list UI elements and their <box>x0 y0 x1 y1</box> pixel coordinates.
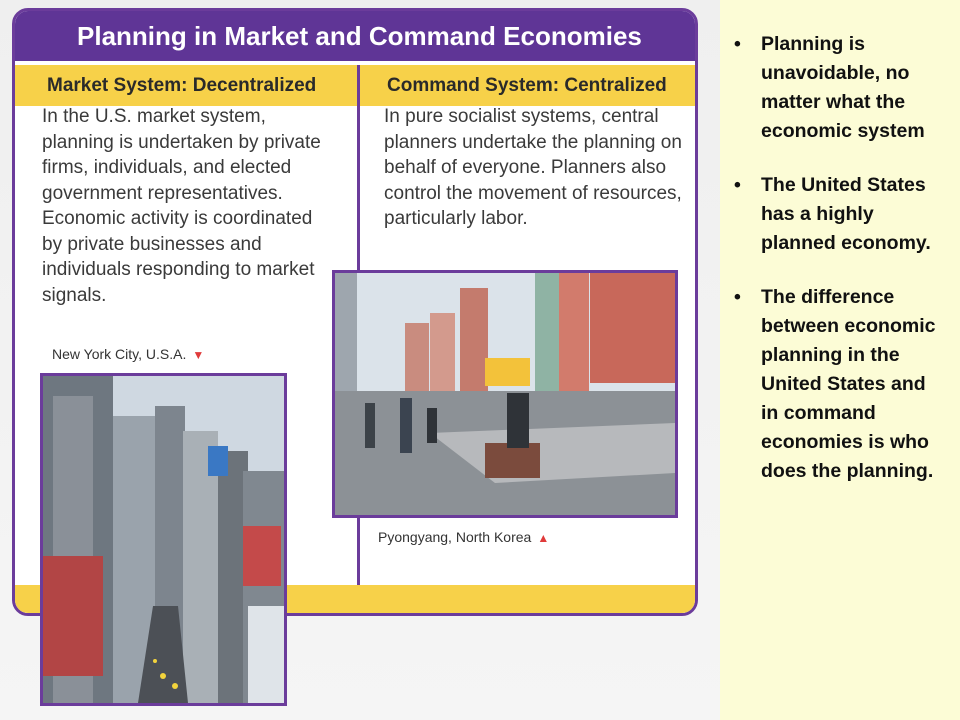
col1-header: Market System: Decentralized <box>47 75 317 96</box>
bullet-item: • Planning is unavoidable, no matter what the economic system <box>728 30 948 146</box>
pyongyang-photo <box>332 270 678 518</box>
down-triangle-icon: ▼ <box>192 348 205 362</box>
col2-header: Command System: Centralized <box>387 75 667 96</box>
table-title: Planning in Market and Command Economies <box>15 11 695 61</box>
pyongyang-photo-illustration <box>335 273 675 515</box>
market-system-text: In the U.S. market system, planning is undertaken by private firms, individuals, and elected government representatives. Economic activity is coordinated by private businesses and individuals responding to market signals. <box>42 106 321 306</box>
bullet-item: • The United States has a highly planned economy. <box>728 171 948 258</box>
bullet-list <box>728 30 948 511</box>
pyongyang-caption-text: Pyongyang, North Korea <box>378 529 532 545</box>
table-header-row <box>15 65 695 106</box>
nyc-photo-illustration <box>43 376 284 703</box>
nyc-caption-text: New York City, U.S.A. <box>52 346 187 362</box>
pyongyang-caption <box>378 529 549 545</box>
nyc-caption <box>52 346 204 362</box>
bullet-item: • The difference between economic planning in the United States and in command economies is who does the planning. <box>728 283 948 486</box>
nyc-photo <box>40 373 287 706</box>
up-triangle-icon: ▲ <box>537 531 550 545</box>
command-system-text: In pure socialist systems, central planners undertake the planning on behalf of everyone. Planners also control the movement of resources, particularly labor. <box>384 106 682 229</box>
